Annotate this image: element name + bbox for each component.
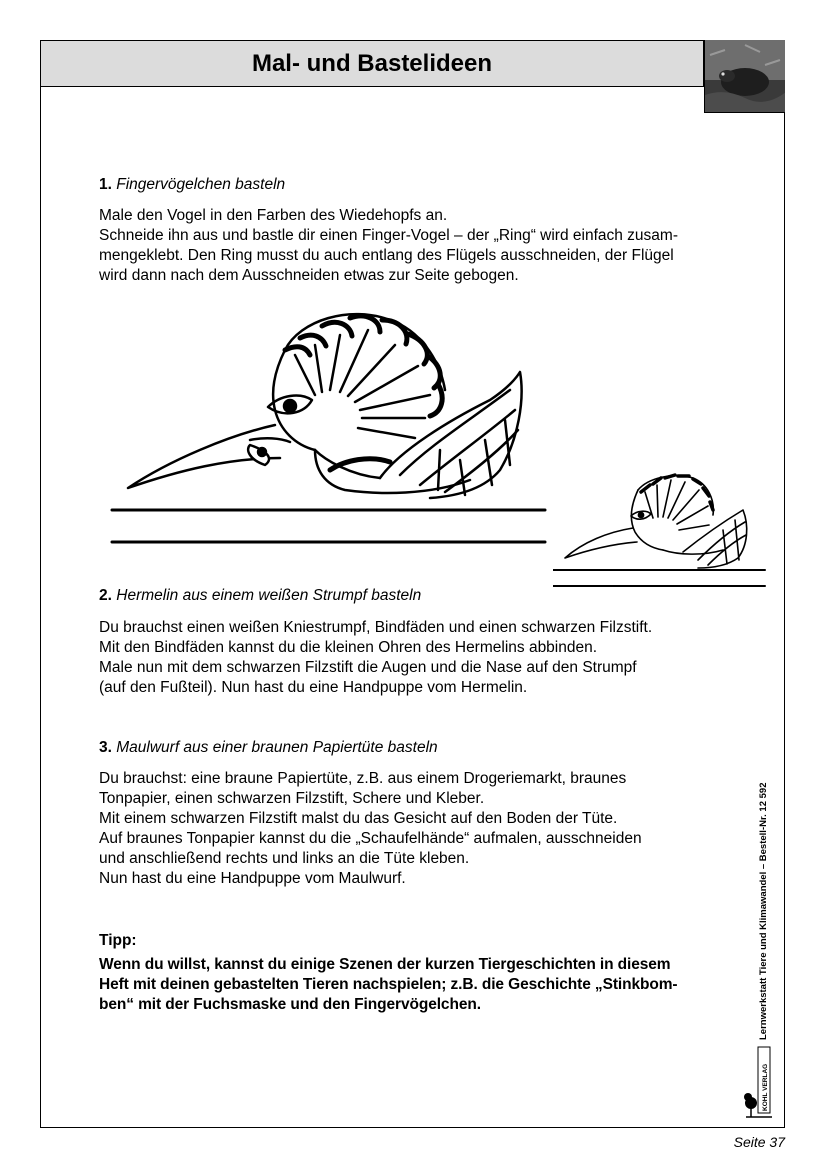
tip-label: Tipp: — [99, 932, 137, 949]
mole-photo-icon — [704, 40, 785, 113]
page-title: Mal- und Bastelideen — [251, 49, 493, 77]
page-number: Seite 37 — [733, 1134, 785, 1150]
tip-body: Wenn du willst, kannst du einige Szenen der kurzen Tiergeschichten in diesem Heft mit deinen gebastelten Tieren nachspielen; z.B. die Geschichte „Stinkbom- ben“ mit der Fuchsmaske und den Fingervögelchen. — [99, 956, 678, 1013]
hoopoe-drawing-small — [553, 470, 768, 592]
publisher-logo-icon — [742, 1045, 774, 1120]
publisher-name: KOHL VERLAG — [762, 1063, 769, 1111]
section-2-body: Du brauchst einen weißen Kniestrumpf, Bindfäden und einen schwarzen Filzstift. Mit den Bindfäden kannst du die kleinen Ohren des Hermelins abbinden. Male nun mit dem schwarzen Filzstift die Augen und die Nase auf den Strumpf (auf den Fußteil). Nun hast du eine Handpuppe vom Hermelin. — [99, 619, 653, 696]
section-1-heading: 1. Fingervögelchen basteln — [99, 176, 286, 193]
section-2-heading: 2. Hermelin aus einem weißen Strumpf basteln — [99, 587, 422, 604]
sidebar-order-text: Lernwerkstatt Tiere und Klimawandel – Bestell-Nr. 12 592 — [758, 782, 769, 1040]
section-1-body: Male den Vogel in den Farben des Wiedehopfs an. Schneide ihn aus und bastle dir einen Finger-Vogel – der „Ring“ wird einfach zusam- mengeklebt. Den Ring musst du auch entlang des Flügels ausschneiden, der Flügel wird dann nach dem Ausschneiden etwas zur Seite gebogen. — [99, 207, 678, 284]
section-3-body: Du brauchst: eine braune Papiertüte, z.B. aus einem Drogeriemarkt, braunes Tonpapier, einen schwarzen Filzstift, Schere und Kleber. Mit einem schwarzen Filzstift malst du das Gesicht auf den Boden der Tüte. Auf braunes Tonpapier kannst du die „Schaufelhände“ aufmalen, ausschneiden und anschließend rechts und links an die Tüte kleben. Nun hast du eine Handpuppe vom Maulwurf. — [99, 770, 642, 887]
section-3-heading: 3. Maulwurf aus einer braunen Papiertüte basteln — [99, 739, 438, 756]
hoopoe-drawing-large — [100, 300, 560, 555]
